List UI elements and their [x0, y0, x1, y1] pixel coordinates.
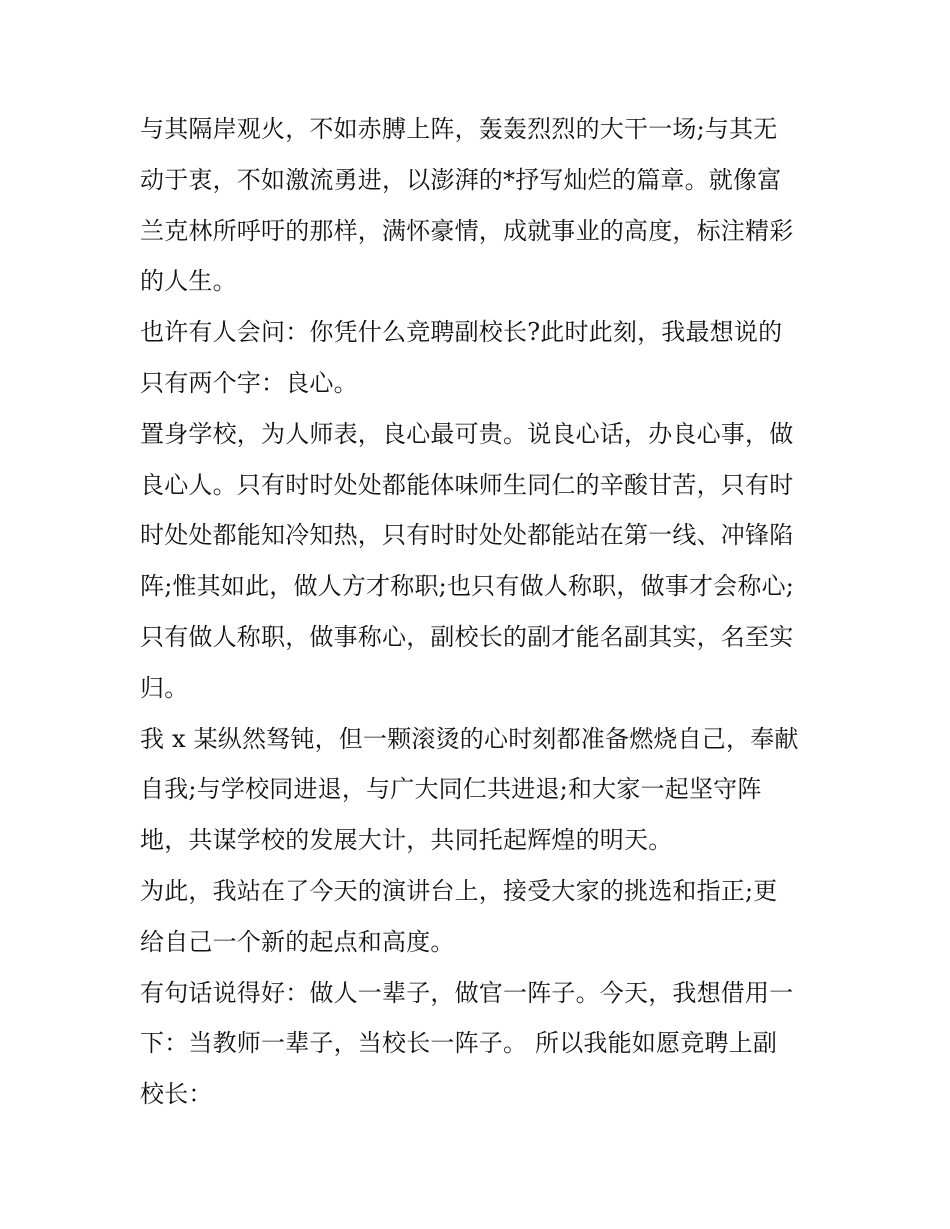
paragraph-6 — [140, 968, 820, 1120]
text-line: 我 x 某纵然驽钝，但一颗滚烫的心时刻都准备燃烧自己，奉献 — [140, 724, 799, 753]
text-line: 与其隔岸观火，不如赤膊上阵，轰轰烈烈的大干一场;与其无 — [140, 115, 778, 143]
text-line: 阵;惟其如此，做人方才称职;也只有做人称职，做事才会称心; — [140, 572, 795, 601]
text-line: 自我;与学校同进退，与广大同仁共进退;和大家一起坚守阵 — [140, 775, 762, 804]
paragraph-3 — [140, 409, 820, 714]
text-line: 良心人。只有时时处处都能体味师生同仁的辛酸甘苦，只有时 — [140, 470, 794, 499]
paragraph-2 — [140, 307, 820, 409]
text-line: 归。 — [140, 673, 189, 702]
text-line: 置身学校，为人师表，良心最可贵。说良心话，办良心事，做 — [140, 419, 794, 448]
text-line: 给自己一个新的起点和高度。 — [140, 927, 455, 956]
text-line: 有句话说得好：做人一辈子，做官一阵子。今天，我想借用一 — [140, 978, 794, 1007]
text-line: 兰克林所呼吁的那样，满怀豪情，成就事业的高度，标注精彩 — [140, 216, 794, 245]
text-line: 校长： — [140, 1080, 213, 1109]
document-body — [140, 104, 820, 1120]
text-line: 只有做人称职，做事称心，副校长的副才能名副其实，名至实 — [140, 622, 794, 651]
text-line: 为此，我站在了今天的演讲台上，接受大家的挑选和指正;更 — [140, 876, 778, 905]
paragraph-1 — [140, 104, 820, 307]
text-line: 地，共谋学校的发展大计，共同托起辉煌的明天。 — [140, 826, 673, 855]
text-line: 时处处都能知冷知热，只有时时处处都能站在第一线、冲锋陷 — [140, 521, 794, 550]
text-line: 下：当教师一辈子，当校长一阵子。 所以我能如愿竞聘上副 — [140, 1029, 778, 1058]
text-line: 只有两个字：良心。 — [140, 368, 358, 397]
text-line: 动于衷，不如激流勇进，以澎湃的*抒写灿烂的篇章。就像富 — [140, 165, 782, 194]
paragraph-4 — [140, 714, 820, 866]
text-line: 也许有人会问：你凭什么竞聘副校长?此时此刻，我最想说的 — [140, 318, 783, 347]
paragraph-5 — [140, 866, 820, 968]
text-line: 的人生。 — [140, 267, 237, 296]
